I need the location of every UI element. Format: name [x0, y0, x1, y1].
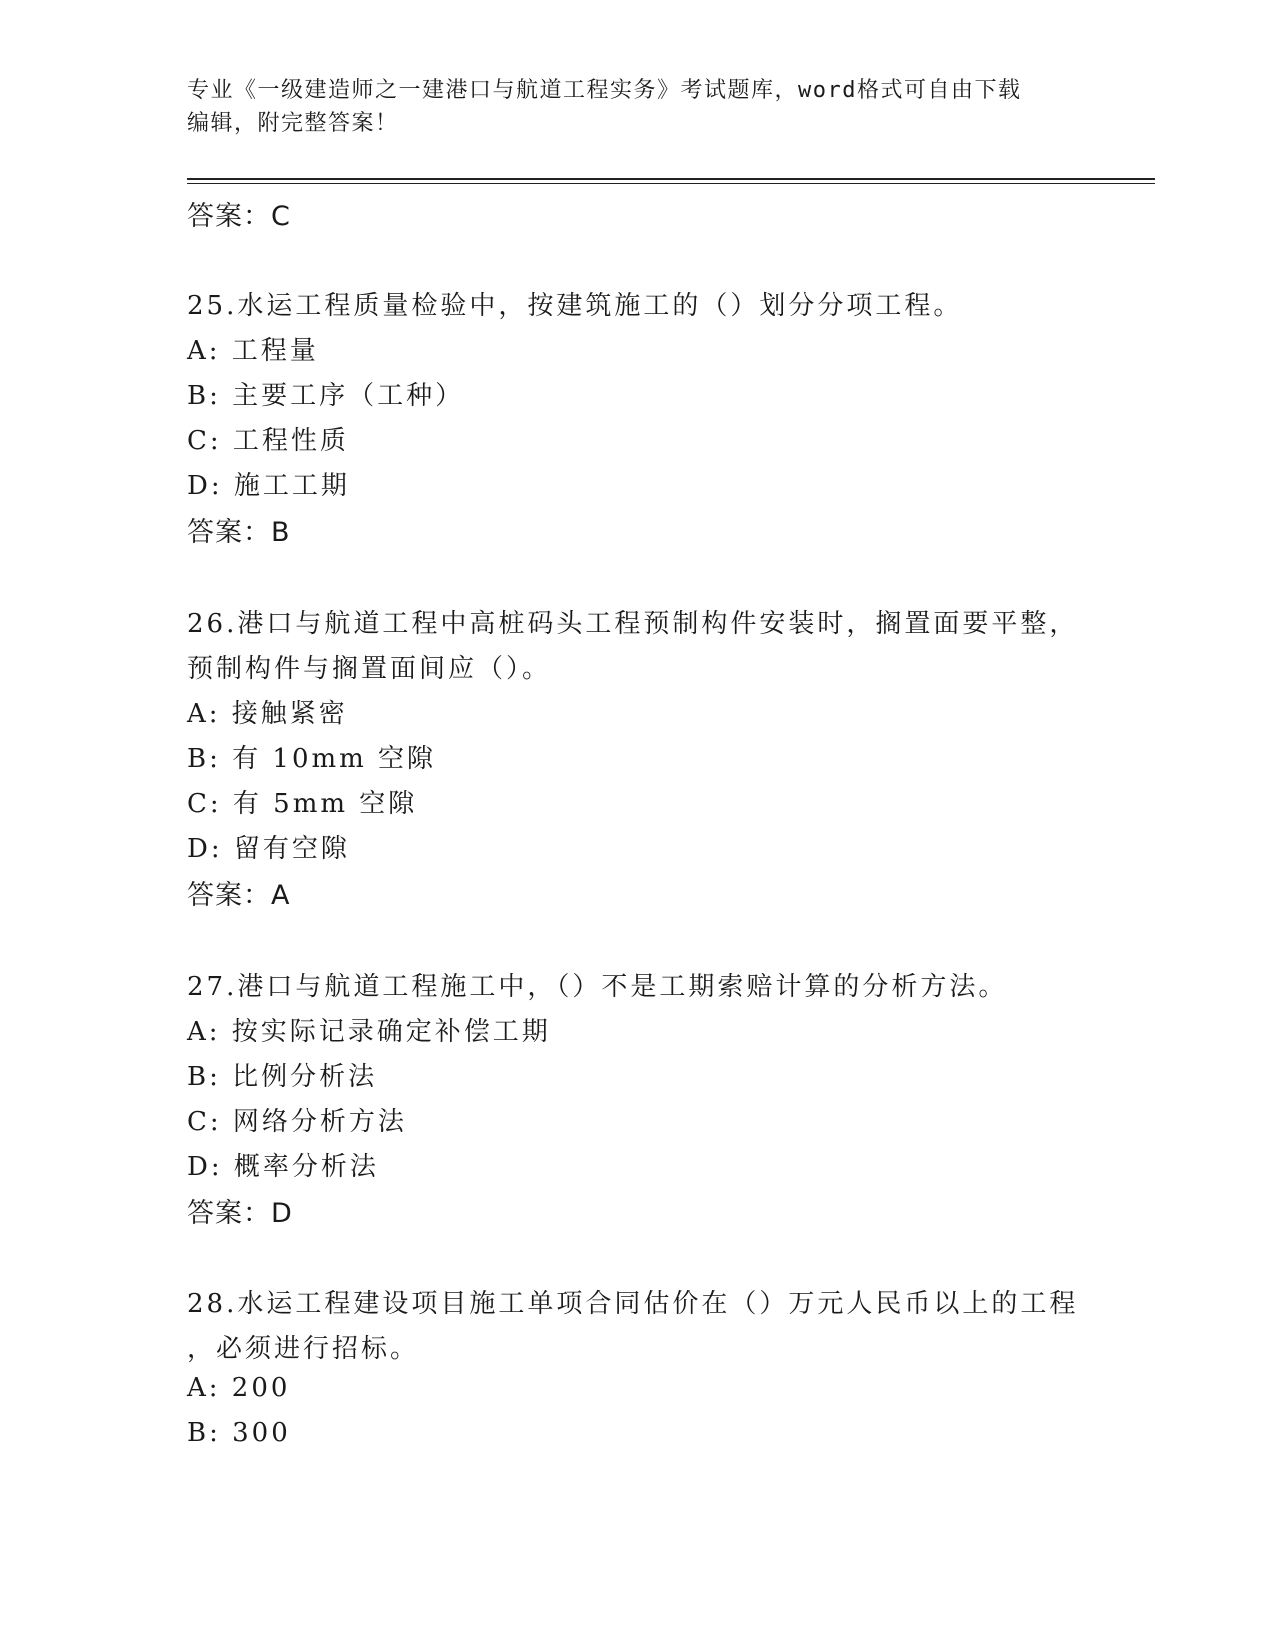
question-27-option-a: A: 按实际记录确定补偿工期 — [187, 1017, 551, 1047]
question-26-option-c: C: 有 5mm 空隙 — [187, 789, 418, 819]
question-26-option-a: A: 接触紧密 — [187, 699, 348, 729]
question-25-option-c: C: 工程性质 — [187, 426, 349, 456]
header-divider-thick — [187, 178, 1155, 180]
header-line-2: 编辑，附完整答案！ — [187, 111, 399, 136]
question-26-stem-line-2: 预制构件与搁置面间应（）。 — [187, 654, 552, 684]
question-25-option-d: D: 施工工期 — [187, 471, 350, 501]
question-25-stem: 25.水运工程质量检验中，按建筑施工的（）划分分项工程。 — [187, 291, 963, 321]
question-28-stem-line-1: 28.水运工程建设项目施工单项合同估价在（）万元人民币以上的工程 — [187, 1289, 1079, 1319]
header-divider-thin — [187, 183, 1155, 184]
question-25-option-b: B: 主要工序（工种） — [187, 381, 465, 411]
question-28-option-b: B: 300 — [187, 1418, 291, 1448]
question-27-answer: 答案：D — [187, 1198, 293, 1229]
question-25-option-a: A: 工程量 — [187, 336, 319, 366]
question-27-stem: 27.港口与航道工程施工中，（）不是工期索赔计算的分析方法。 — [187, 972, 1008, 1002]
question-27-option-d: D: 概率分析法 — [187, 1152, 379, 1182]
previous-answer: 答案：C — [187, 201, 291, 232]
question-28-option-a: A: 200 — [187, 1373, 291, 1403]
question-27-option-c: C: 网络分析方法 — [187, 1107, 407, 1137]
question-26-stem-line-1: 26.港口与航道工程中高桩码头工程预制构件安装时，搁置面要平整， — [187, 609, 1079, 639]
question-26-option-d: D: 留有空隙 — [187, 834, 350, 864]
document-header — [187, 74, 1087, 140]
question-26-answer: 答案：A — [187, 880, 291, 911]
question-28-stem-line-2: ，必须进行招标。 — [187, 1334, 420, 1364]
header-line-1: 专业《一级建造师之一建港口与航道工程实务》考试题库，word格式可自由下载 — [187, 78, 1022, 103]
question-25-answer: 答案：B — [187, 517, 291, 548]
question-27-option-b: B: 比例分析法 — [187, 1062, 378, 1092]
question-26-option-b: B: 有 10mm 空隙 — [187, 744, 437, 774]
